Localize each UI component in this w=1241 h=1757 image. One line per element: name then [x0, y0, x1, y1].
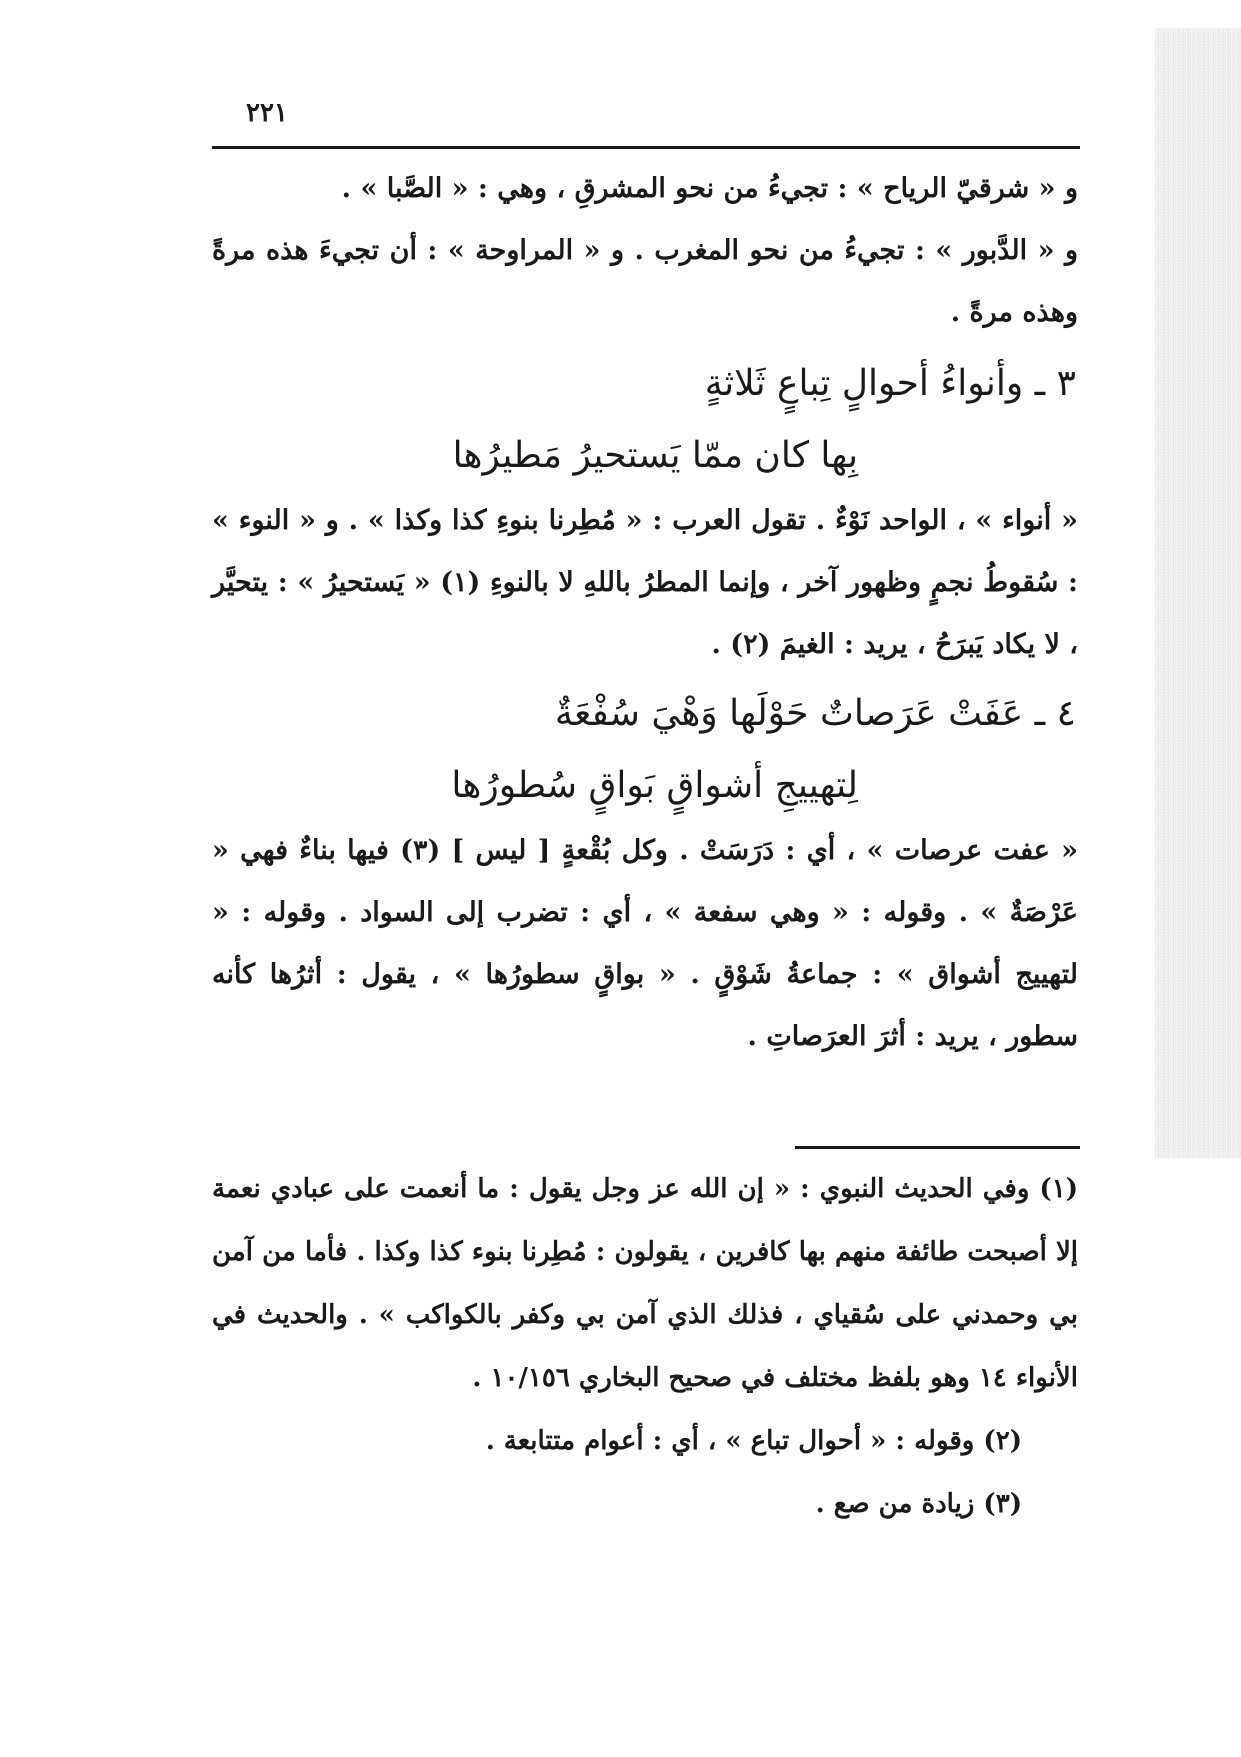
footnotes: [212, 1158, 1078, 1536]
main-text: [212, 158, 1078, 1068]
paragraph-1: و « شرقيّ الرياح » : تجيءُ من نحو المشرقِ ، وهي : « الصَّبا » .: [341, 173, 1078, 204]
paragraph-4: « عفت عرصات » ، أي : دَرَسَتْ . وكل بُقْعةٍ [ ليس ] (٣) فيها بناءٌ فهي « عَرْصَةٌ » . وقوله : « وهي سفعة » ، أي : تضرب إلى السواد . وقوله : « لتهييج أشواق » : جماعةُ شَوْقٍ . « بواقٍ سطورُها » ، يقول : أثرُها كأنه سطور ، يريد : أثرَ العرَصاتِ .: [212, 835, 1078, 1052]
paragraph-3: « أنواء » ، الواحد نَوْءٌ . تقول العرب : « مُطِرنا بنوءِ كذا وكذا » . و « النوء » : سُقوطُ نجمٍ وظهور آخر ، وإنما المطرُ باللهِ لا بالنوءِ (١) « يَستحيرُ » : يتحيَّر ، لا يكاد يَبرَحُ ، يريد : الغيمَ (٢) .: [212, 505, 1078, 660]
verse-4-first-hemistich: ٤ ـ عَفَتْ عَرَصاتٌ حَوْلَها وَهْيَ سُفْعَةٌ: [554, 693, 1076, 734]
verse-3-first-hemistich: ٣ ـ وأنواءُ أحوالٍ تِباعٍ ثَلاثةٍ: [704, 363, 1076, 404]
verse-3-second-hemistich: بِها كان ممّا يَستحيرُ مَطيرُها: [452, 435, 858, 476]
page-number: ٢٢١: [246, 98, 288, 128]
footnote-3: (٣) زيادة من صع .: [815, 1489, 1022, 1519]
header-rule: [212, 146, 1080, 149]
verse-4-second-hemistich: لِتهييجِ أشواقٍ بَواقٍ سُطورُها: [451, 765, 858, 806]
scan-page-edge: [1155, 28, 1241, 1158]
paragraph-2: و « الدَّبور » : تجيءُ من نحو المغرب . و « المراوحة » : أن تجيءَ هذه مرةً وهذه مرةً .: [212, 235, 1078, 328]
footnote-2: (٢) وقوله : « أحوال تباع » ، أي : أعوام متتابعة .: [485, 1426, 1022, 1456]
footnote-rule: [795, 1146, 1080, 1149]
footnote-1: (١) وفي الحديث النبوي : « إن الله عز وجل يقول : ما أنعمت على عبادي نعمة إلا أصبحت طائفة منهم بها كافرين ، يقولون : مُطِرنا بنوء كذا وكذا . فأما من آمن بي وحمدني على سُقياي ، فذلك الذي آمن بي وكفر بالكواكب » . والحديث في الأنواء ١٤ وهو بلفظ مختلف في صحيح البخاري ١٠/١٥٦ .: [212, 1174, 1078, 1393]
